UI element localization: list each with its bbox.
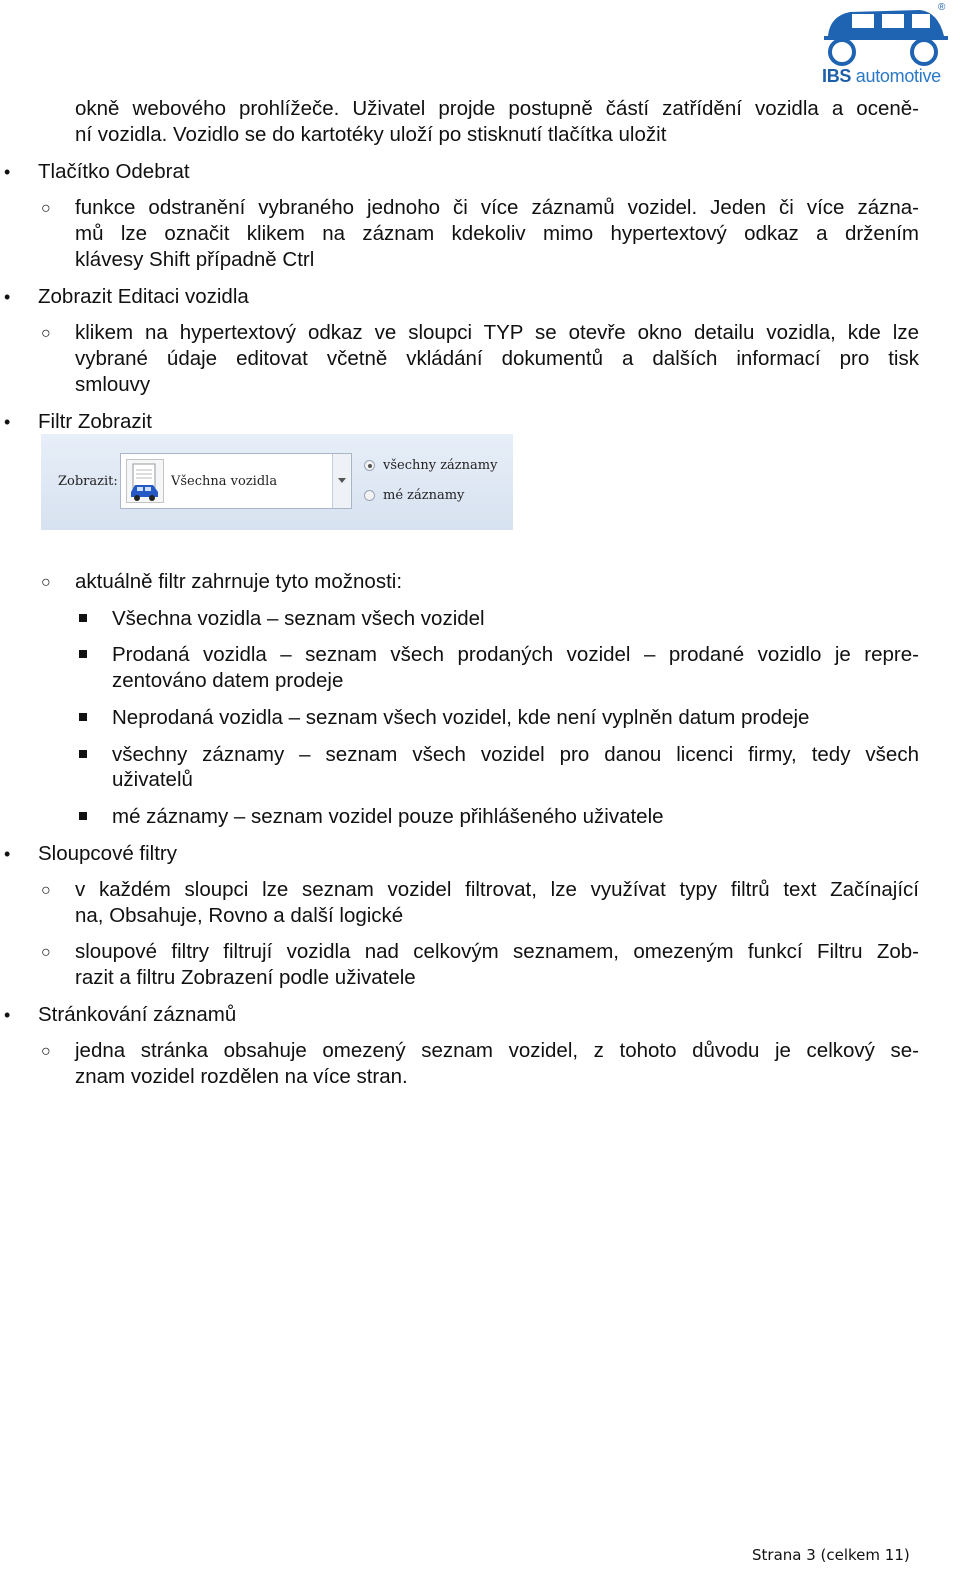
filter-option-1: Všechna vozidla – seznam všech vozidel bbox=[112, 607, 485, 630]
page-number: Strana 3 (celkem 11) bbox=[752, 1546, 910, 1564]
brand-name: IBS automotive bbox=[822, 66, 941, 86]
radio-all-label: všechny záznamy bbox=[383, 458, 498, 473]
bullet-level3 bbox=[79, 614, 87, 622]
bullet-level1: • bbox=[4, 162, 11, 182]
bullet-level1: • bbox=[4, 844, 11, 864]
radio-mine-label: mé záznamy bbox=[383, 488, 465, 503]
radio-unchecked-icon[interactable] bbox=[364, 490, 375, 501]
bullet-level2: ○ bbox=[41, 574, 51, 591]
car-document-icon bbox=[126, 459, 164, 503]
sloupcove-text-2-line-2: razit a filtru Zobrazení podle uživatele bbox=[75, 966, 416, 989]
filter-selected-value: Všechna vozidla bbox=[171, 474, 278, 489]
filter-option-5: mé záznamy – seznam vozidel pouze přihlášeného uživatele bbox=[112, 805, 664, 828]
sloupcove-text-2-line-1: sloupové filtry filtrují vozidla nad celkovým seznamem, omezeným funkcí Filtru Zob- bbox=[75, 940, 919, 963]
radio-checked-icon[interactable] bbox=[364, 460, 375, 471]
section-title-sloupcove: Sloupcové filtry bbox=[38, 842, 178, 865]
filter-widget-screenshot bbox=[41, 434, 513, 530]
bullet-level2: ○ bbox=[41, 325, 51, 342]
registered-mark: ® bbox=[938, 2, 946, 13]
bullet-level1: • bbox=[4, 412, 11, 432]
bullet-level2: ○ bbox=[41, 1043, 51, 1060]
odebrat-text-line-1: funkce odstranění vybraného jednoho či více záznamů vozidel. Jeden či více zázna- bbox=[75, 196, 919, 219]
sloupcove-text-1-line-1: v každém sloupci lze seznam vozidel filtrovat, lze využívat typy filtrů text Začínající bbox=[75, 878, 919, 901]
odebrat-text-line-3: klávesy Shift případně Ctrl bbox=[75, 248, 315, 271]
bullet-level2: ○ bbox=[41, 944, 51, 961]
filter-option-4-line-1: všechny záznamy – seznam všech vozidel pro danou licenci firmy, tedy všech bbox=[112, 743, 919, 766]
sloupcove-text-1-line-2: na, Obsahuje, Rovno a další logické bbox=[75, 904, 404, 927]
bullet-level1: • bbox=[4, 1005, 11, 1025]
filter-option-2-line-1: Prodaná vozidla – seznam všech prodaných vozidel – prodané vozidlo je repre- bbox=[112, 643, 919, 666]
bullet-level3 bbox=[79, 812, 87, 820]
editace-text-line-2: vybrané údaje editovat včetně vkládání dokumentů a dalších informací pro tisk bbox=[75, 347, 919, 370]
bullet-level3 bbox=[79, 650, 87, 658]
section-title-strankovani: Stránkování záznamů bbox=[38, 1003, 237, 1026]
odebrat-text-line-2: mů lze označit klikem na záznam kdekoliv mimo hypertextový odkaz a držením bbox=[75, 222, 919, 245]
carriage-logo-icon bbox=[820, 2, 952, 68]
bullet-level3 bbox=[79, 750, 87, 758]
strankovani-text-line-2: znam vozidel rozdělen na více stran. bbox=[75, 1065, 408, 1088]
bullet-level1: • bbox=[4, 287, 11, 307]
editace-text-line-3: smlouvy bbox=[75, 373, 151, 396]
company-logo bbox=[820, 2, 952, 92]
vehicle-filter-select[interactable] bbox=[120, 453, 352, 509]
bullet-level2: ○ bbox=[41, 200, 51, 217]
filtr-intro-text: aktuálně filtr zahrnuje tyto možnosti: bbox=[75, 570, 403, 593]
section-title-editace: Zobrazit Editaci vozidla bbox=[38, 285, 249, 308]
bullet-level3 bbox=[79, 713, 87, 721]
strankovani-text-line-1: jedna stránka obsahuje omezený seznam vozidel, z tohoto důvodu je celkový se- bbox=[75, 1039, 919, 1062]
editace-text-line-1: klikem na hypertextový odkaz ve sloupci TYP se otevře okno detailu vozidla, kde lze bbox=[75, 321, 919, 344]
filter-label: Zobrazit: bbox=[58, 474, 118, 489]
filter-option-3: Neprodaná vozidla – seznam všech vozidel, kde není vyplněn datum prodeje bbox=[112, 706, 810, 729]
intro-line-1: okně webového prohlížeče. Uživatel projde postupně částí zatřídění vozidla a oceně- bbox=[75, 97, 919, 120]
section-title-odebrat: Tlačítko Odebrat bbox=[38, 160, 190, 183]
filter-option-4-line-2: uživatelů bbox=[112, 768, 193, 791]
intro-line-2: ní vozidla. Vozidlo se do kartotéky uloží po stisknutí tlačítka uložit bbox=[75, 123, 667, 146]
bullet-level2: ○ bbox=[41, 882, 51, 899]
section-title-filtr: Filtr Zobrazit bbox=[38, 410, 152, 433]
chevron-down-icon[interactable] bbox=[332, 454, 351, 508]
filter-option-2-line-2: zentováno datem prodeje bbox=[112, 669, 344, 692]
